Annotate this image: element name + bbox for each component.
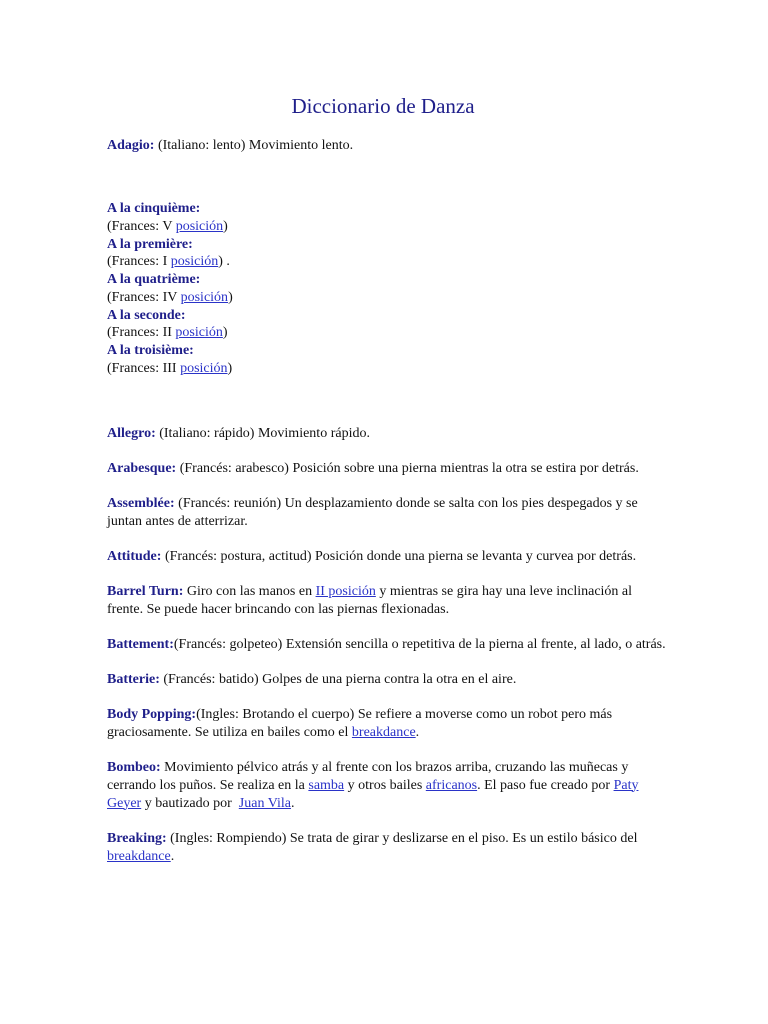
definition-prefix: (Frances: I (107, 254, 171, 270)
term-label: A la quatrième: (107, 272, 201, 287)
term-label: A la seconde: (107, 307, 186, 323)
definition-suffix: . (415, 724, 420, 740)
breakdance-link[interactable]: breakdance (107, 848, 171, 864)
entry-battement (107, 636, 667, 654)
definition-text: (Francés: batido) Golpes de una pierna contra la otra en el aire. (159, 671, 517, 687)
term-label: Barrel Turn: (107, 583, 184, 599)
paty-geyer-link[interactable]: Paty Geyer (107, 777, 639, 811)
definition-prefix: (Frances: III (107, 360, 181, 376)
samba-link[interactable]: samba (308, 777, 345, 793)
definition-suffix: ) (222, 325, 228, 341)
definition-prefix: (Frances: IV (107, 289, 181, 305)
definition-text: (Italiano: lento) Movimiento lento. (154, 138, 354, 153)
definition-suffix: . (170, 848, 175, 864)
definition-suffix: ) (228, 289, 233, 305)
definition-prefix: Movimiento pélvico atrás y al frente con los brazos arriba, cruzando las muñecas y cerrando los puños. Se realiza en la (107, 759, 629, 793)
posicion-link[interactable]: posición (175, 325, 223, 341)
term-label: Body Popping: (107, 706, 197, 722)
africanos-link[interactable]: africanos (425, 777, 478, 793)
definition-suffix: ) (227, 360, 233, 376)
definition-text: y otros bailes (344, 777, 426, 793)
term-label: Adagio: (107, 138, 155, 153)
definition-prefix: Giro con las manos en (183, 583, 316, 599)
posicion-link[interactable]: posición (180, 360, 228, 376)
entry-breaking (107, 830, 667, 866)
document-page (107, 92, 667, 866)
definition-prefix: (Frances: V (107, 218, 176, 234)
definition-text (107, 324, 667, 342)
definition-text: . El paso fue creado por (477, 777, 614, 793)
entry-attitude (107, 548, 667, 566)
definition-text (107, 289, 667, 307)
definition-prefix: (Ingles: Brotando el cuerpo) Se refiere a moverse como un robot pero más graciosamente. Se utiliza en bailes como el (107, 706, 613, 740)
definition-text (107, 360, 667, 378)
term-label: A la première: (107, 236, 193, 252)
posicion-link[interactable]: posición (175, 218, 224, 234)
entry-allegro (107, 425, 667, 443)
breakdance-link[interactable]: breakdance (351, 724, 416, 740)
definition-text: (Francés: arabesco) Posición sobre una pierna mientras la otra se estira por detrás. (176, 460, 639, 476)
positions-list (107, 200, 667, 378)
posicion-link[interactable]: posición (170, 254, 219, 270)
term-label: Arabesque: (107, 460, 177, 476)
definition-text (107, 218, 667, 236)
term-label: A la cinquième: (107, 201, 201, 216)
term-label: Batterie: (107, 671, 160, 687)
term-label: Allegro: (107, 425, 156, 441)
entry-assemblee (107, 495, 667, 531)
entry-barrel-turn (107, 583, 667, 619)
entry-body-popping (107, 706, 667, 742)
definition-suffix: ) (223, 218, 228, 234)
posicion-link[interactable]: posición (180, 289, 229, 305)
entry-batterie (107, 671, 667, 689)
term-label: Bombeo: (107, 759, 161, 775)
definition-text: (Italiano: rápido) Movimiento rápido. (155, 425, 370, 441)
definition-text: (Francés: golpeteo) Extensión sencilla o repetitiva de la pierna al frente, al lado, o atrás. (173, 636, 666, 652)
definition-text (107, 253, 667, 271)
definition-suffix: y mientras se gira hay una leve inclinación al frente. Se puede hacer brincando con las piernas flexionadas. (107, 583, 633, 617)
term-label: Attitude: (107, 548, 162, 564)
definition-text: y bautizado por (141, 795, 239, 811)
term-label: A la troisième: (107, 343, 194, 358)
term-label: Breaking: (107, 830, 167, 846)
definition-prefix: (Ingles: Rompiendo) Se trata de girar y deslizarse en el piso. Es un estilo básico del (166, 830, 638, 846)
term-label: Battement: (107, 636, 174, 652)
entry-adagio (107, 137, 667, 155)
definition-suffix: ) . (218, 254, 230, 270)
definition-prefix: (Frances: II (107, 325, 176, 341)
juan-vila-link[interactable]: Juan Vila (238, 795, 291, 811)
definition-text: (Francés: reunión) Un desplazamiento donde se salta con los pies despegados y se juntan antes de atterrizar. (107, 495, 638, 529)
term-label: Assemblée: (107, 495, 175, 511)
definition-suffix: . (290, 795, 295, 811)
entry-bombeo (107, 759, 667, 813)
page-title: Diccionario de Danza (291, 94, 475, 118)
ii-posicion-link[interactable]: II posición (315, 583, 376, 599)
entry-arabesque (107, 460, 667, 478)
definition-text: (Francés: postura, actitud) Posición donde una pierna se levanta y curvea por detrás. (161, 548, 637, 564)
